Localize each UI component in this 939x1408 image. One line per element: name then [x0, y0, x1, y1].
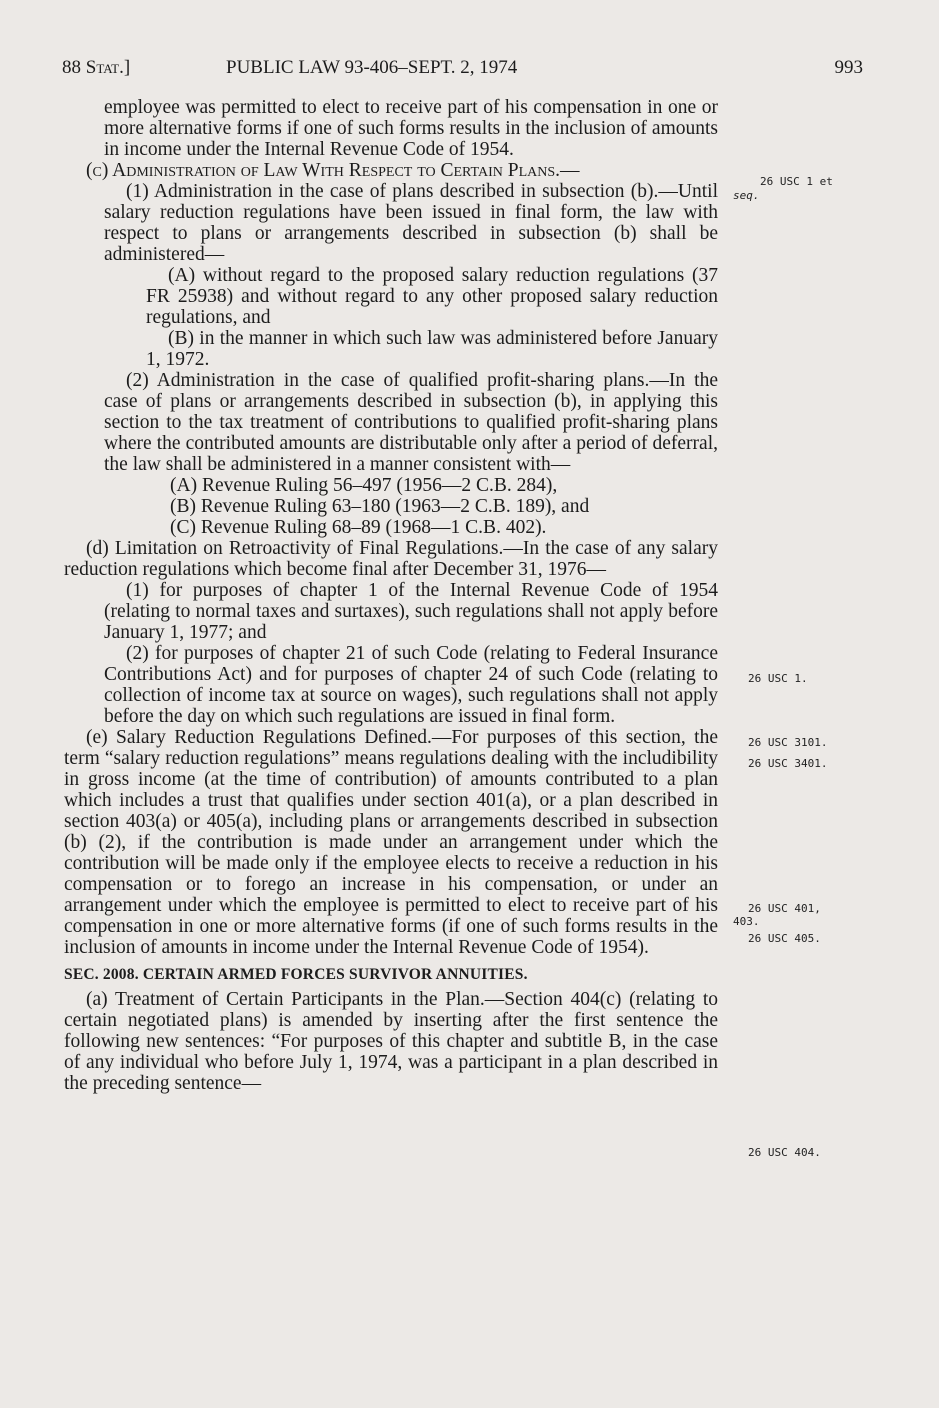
margin-citation: 403. [733, 915, 760, 928]
margin-citation: 26 USC 404. [748, 1146, 821, 1159]
section-heading: SEC. 2008. CERTAIN ARMED FORCES SURVIVOR ANNUITIES. [64, 966, 528, 983]
list-item: (C) Revenue Ruling 68–89 (1968—1 C.B. 402). [170, 517, 547, 538]
list-item: (B) Revenue Ruling 63–180 (1963—2 C.B. 189), and [170, 496, 590, 517]
paragraph: (1) Administration in the case of plans described in subsection (b).—Until salary reduction regulations have been issued in final form, the law with respect to plans or arrangements described in subsection (b) shall be administered— [104, 181, 718, 265]
margin-citation: 26 USC 1 et [760, 175, 833, 188]
list-item: (A) Revenue Ruling 56–497 (1956—2 C.B. 284), [170, 475, 558, 496]
paragraph: (A) without regard to the proposed salary reduction regulations (37 FR 25938) and without regard to any other proposed salary reduction regulations, and [146, 265, 718, 328]
paragraph: (a) Treatment of Certain Participants in the Plan.—Section 404(c) (relating to certain negotiated plans) is amended by inserting after the first sentence the following new sentences: “For purposes of this chapter and subtitle B, in the case of any individual who before July 1, 1974, was a participant in a plan described in the preceding sentence— [64, 989, 718, 1094]
paragraph: (B) in the manner in which such law was administered before January 1, 1972. [146, 328, 718, 370]
margin-citation: 26 USC 401, [748, 902, 821, 915]
paragraph: (e) Salary Reduction Regulations Defined.—For purposes of this section, the term “salary reduction regulations” means regulations dealing with the includibility in gross income (at the time of contribution) of amounts contributed to a plan which includes a trust that qualifies under section 401(a), or a plan described in section 403(a) or 405(a), including plans or arrangements described in subsection (b) (2), if the contribution is made under an arrangement under which the contribution will be made only if the employee elects to receive a reduction in his compensation or to forego an increase in his compensation, or under an arrangement under which the employee is permitted to elect to receive part of his compensation in one or more alternative forms (if one of such forms results in the inclusion of amounts in income under the Internal Revenue Code of 1954). [64, 727, 718, 958]
margin-citation: 26 USC 405. [748, 932, 821, 945]
subsection-heading: (c) Administration of Law With Respect to Certain Plans.— [86, 160, 580, 181]
statute-citation: 88 Stat.] [62, 57, 131, 78]
margin-citation: seq. [733, 189, 760, 202]
margin-citation: 26 USC 3401. [748, 757, 828, 770]
paragraph: (d) Limitation on Retroactivity of Final Regulations.—In the case of any salary reduction regulations which become final after December 31, 1976— [64, 538, 718, 580]
body-text [64, 97, 718, 1094]
margin-citation: 26 USC 3101. [748, 736, 828, 749]
paragraph: employee was permitted to elect to receive part of his compensation in one or more alternative forms if one of such forms results in the inclusion of amounts in income under the Internal Revenue Code of 1954. [104, 97, 718, 160]
page-number: 993 [834, 57, 863, 78]
paragraph: (2) for purposes of chapter 21 of such Code (relating to Federal Insurance Contributions Act) and for purposes of chapter 24 of such Code (relating to collection of income tax at source on wages), such regulations shall not apply before the day on which such regulations are issued in final form. [104, 643, 718, 727]
paragraph: (2) Administration in the case of qualified profit-sharing plans.—In the case of plans or arrangements described in subsection (b), in applying this section to the tax treatment of contributions to qualified profit-sharing plans where the contributed amounts are distributable only after a period of deferral, the law shall be administered in a manner consistent with— [104, 370, 718, 475]
running-header: PUBLIC LAW 93-406–SEPT. 2, 1974 [226, 57, 518, 78]
paragraph: (1) for purposes of chapter 1 of the Internal Revenue Code of 1954 (relating to normal taxes and surtaxes), such regulations shall not apply before January 1, 1977; and [104, 580, 718, 643]
margin-citation: 26 USC 1. [748, 672, 808, 685]
